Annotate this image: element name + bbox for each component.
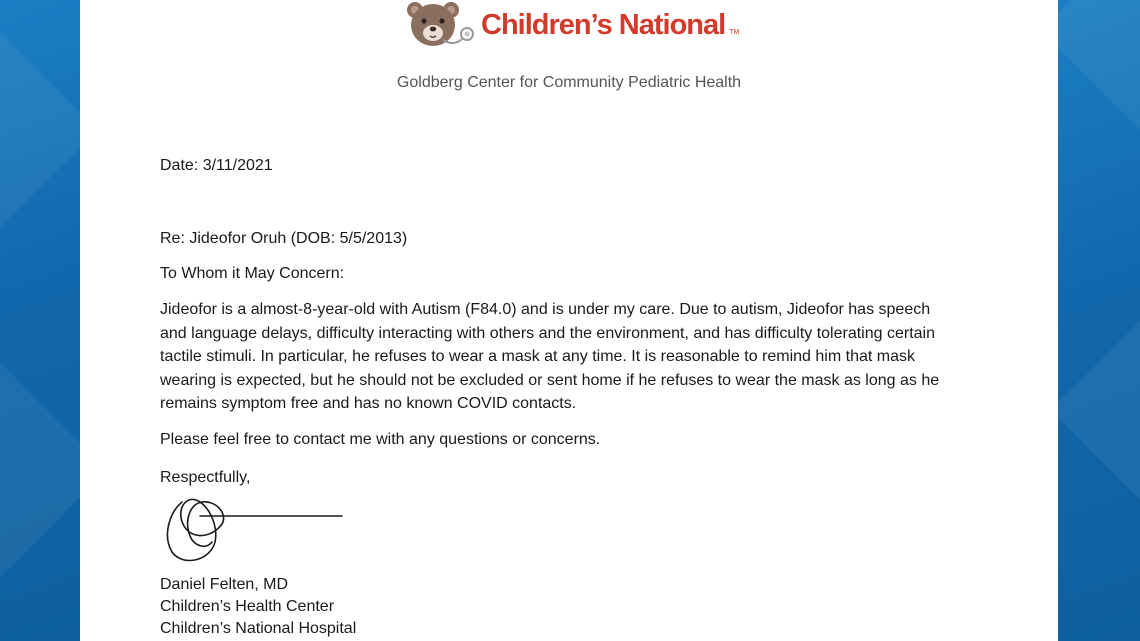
center-name: Goldberg Center for Community Pediatric Health xyxy=(396,74,742,91)
background-right-panel xyxy=(1058,0,1140,641)
handwritten-signature xyxy=(162,490,352,570)
signatory-department: Children’s Health Center xyxy=(160,598,335,615)
letter-body-paragraph xyxy=(160,298,980,416)
teddy-bear-stethoscope-icon xyxy=(403,0,479,50)
paragraph-line: and language delays, difficulty interacting with others and the environment, and has difficulty tolerating certain xyxy=(160,324,935,342)
brand-name: Children’s National xyxy=(481,8,726,41)
letter-page xyxy=(80,0,1058,641)
paragraph-line: Jideofor is a almost-8-year-old with Autism (F84.0) and is under my care. Due to autism, Jideofor has speech xyxy=(160,301,931,318)
paragraph-line: tactile stimuli. In particular, he refuses to wear a mask at any time. It is reasonable to remind him that mask xyxy=(160,348,915,365)
sign-off: Respectfully, xyxy=(160,469,251,486)
closing-line: Please feel free to contact me with any questions or concerns. xyxy=(160,431,601,448)
date-line: Date: 3/11/2021 xyxy=(160,157,273,174)
background-left-panel xyxy=(0,0,80,641)
salutation: To Whom it May Concern: xyxy=(160,265,345,282)
paragraph-line: wearing is expected, but he should not be excluded or sent home if he refuses to wear the mask as long as he xyxy=(160,371,940,389)
childrens-national-logo xyxy=(403,0,739,50)
signatory-name: Daniel Felten, MD xyxy=(160,576,289,593)
subject-line: Re: Jideofor Oruh (DOB: 5/5/2013) xyxy=(160,230,408,247)
signatory-organization: Children’s National Hospital xyxy=(160,620,357,637)
trademark-mark: TM xyxy=(729,28,740,36)
paragraph-line: remains symptom free and has no known COVID contacts. xyxy=(160,395,577,412)
